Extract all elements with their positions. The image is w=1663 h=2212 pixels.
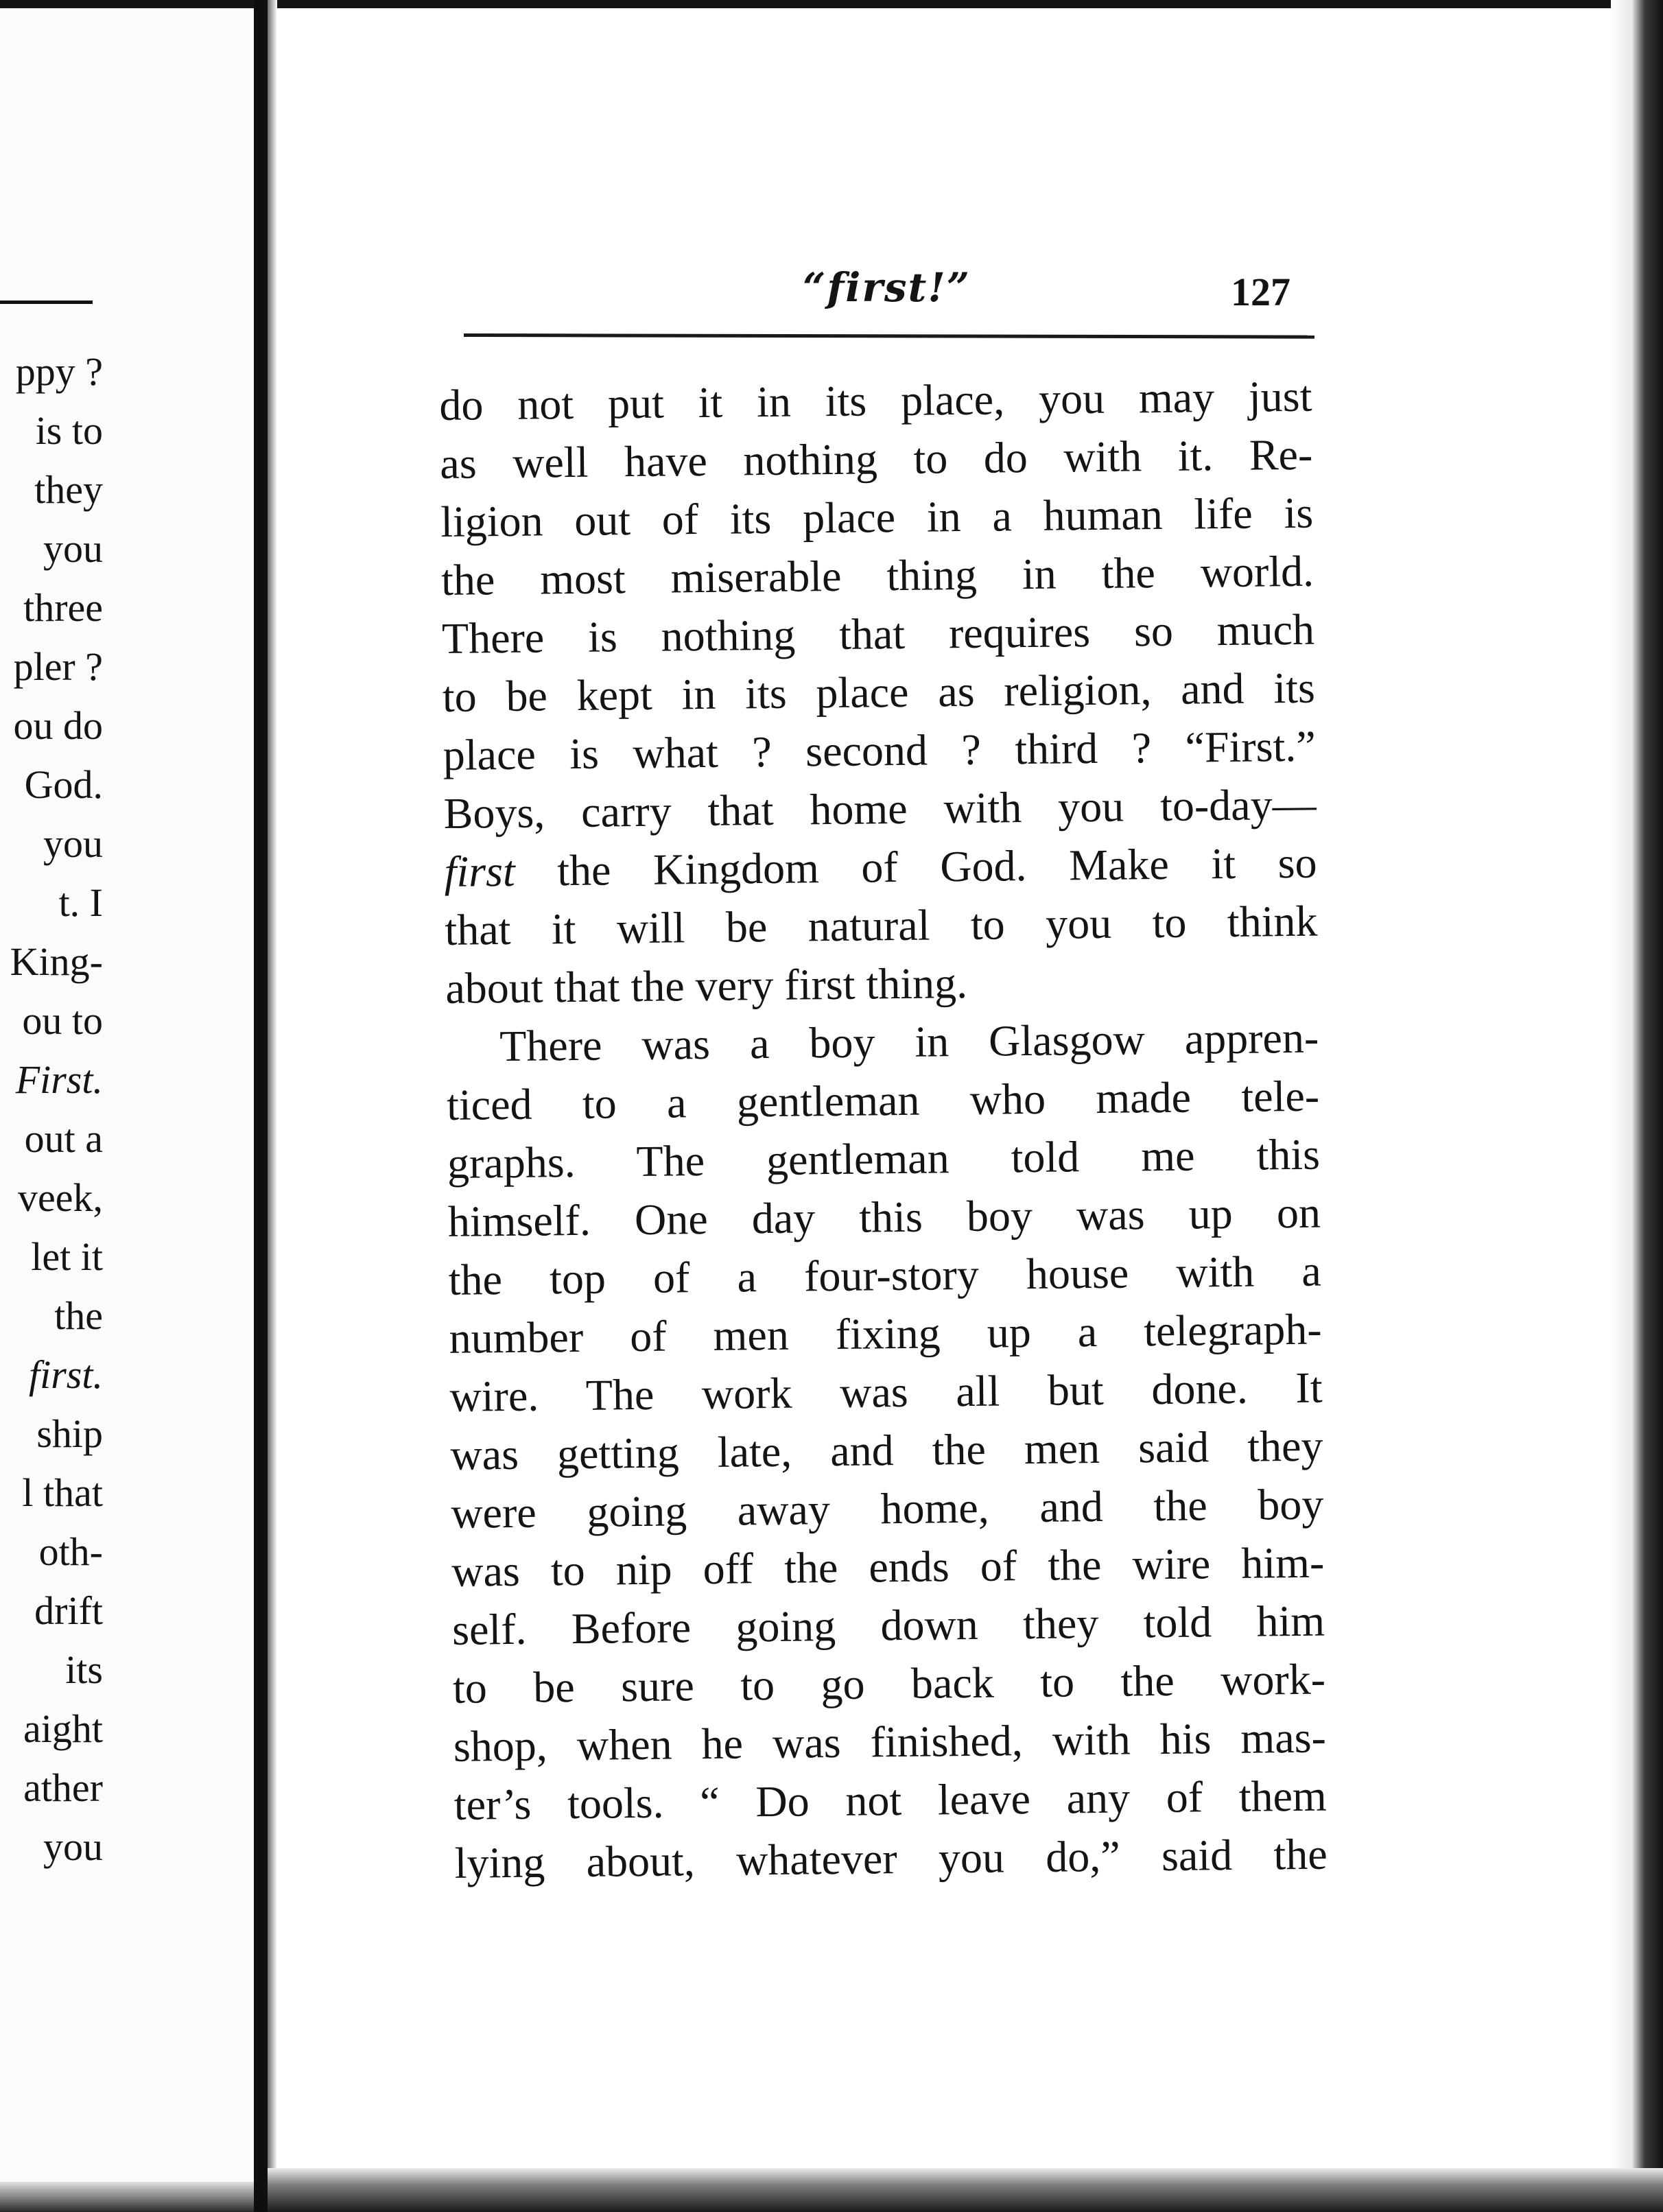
text-line: number of men fixing up a telegraph- (449, 1304, 1322, 1363)
left-line: you (43, 526, 103, 571)
text-line: that it will be natural to you to think (445, 896, 1318, 954)
text-line: ligion out of its place in a human life is (440, 488, 1314, 546)
left-line: let it (31, 1234, 103, 1279)
gutter-shadow (268, 0, 277, 2212)
left-line: First. (15, 1057, 103, 1102)
text-line: Boys, carry that home with you to-day— (443, 779, 1317, 838)
left-line: you (43, 821, 103, 866)
right-page-edge-highlight (1611, 0, 1633, 2212)
text-line: wire. The work was all but done. It (449, 1363, 1323, 1421)
text-line: as well have nothing to do with it. Re- (439, 430, 1313, 488)
text-line: the top of a four-story house with a (448, 1246, 1322, 1304)
left-line: the (54, 1293, 103, 1338)
right-page-edge (1633, 0, 1663, 2212)
left-line: King- (10, 939, 103, 984)
paragraph-start-line: There was a boy in Glasgow appren- (499, 1013, 1319, 1071)
page-body-text (439, 367, 1328, 1892)
text-line: lying about, whatever you do,” said the (454, 1829, 1328, 1887)
text-line-with-italic (444, 834, 1317, 901)
scanner-top-edge (0, 0, 1663, 8)
text-line: There is nothing that requires so much (441, 604, 1315, 663)
text-line: self. Before going down they told him (451, 1596, 1325, 1654)
left-line: you (43, 1824, 103, 1869)
left-line: ou do (13, 703, 103, 748)
left-line: its (65, 1647, 103, 1692)
running-head-rule (464, 333, 1314, 339)
left-line: l that (22, 1470, 103, 1515)
text-line: was to nip off the ends of the wire him- (451, 1538, 1325, 1596)
left-line: drift (34, 1588, 103, 1633)
text-line: was getting late, and the men said they (450, 1421, 1323, 1479)
italic-word-first: first (444, 846, 516, 896)
scanner-bottom-edge-left (0, 2182, 254, 2212)
text-line: do not put it in its place, you may just (439, 371, 1312, 430)
text-line: place is what ? second ? third ? “First.” (443, 721, 1317, 779)
left-line: veek, (18, 1175, 103, 1220)
left-line: pler ? (13, 644, 103, 689)
left-line: they (34, 467, 103, 512)
scanner-bottom-edge (268, 2168, 1663, 2212)
left-line: God. (24, 762, 103, 807)
page-number: 127 (1231, 270, 1290, 314)
text-line: graphs. The gentleman told me this (447, 1129, 1321, 1188)
left-line: three (23, 585, 103, 630)
text-line: himself. One day this boy was up on (447, 1188, 1321, 1246)
text-line: were going away home, and the boy (450, 1479, 1324, 1538)
left-line: ather (23, 1765, 103, 1810)
book-gutter (254, 0, 268, 2212)
running-head: “first!” (803, 264, 971, 311)
left-line: aight (23, 1706, 103, 1751)
left-page-fragment (0, 8, 254, 2212)
text-line: shop, when he was finished, with his mas- (453, 1713, 1327, 1771)
text-line: ter’s tools. “ Do not leave any of them (453, 1771, 1328, 1829)
text-line: the most miserable thing in the world. (440, 546, 1314, 604)
left-line: t. I (58, 880, 103, 925)
text-line: to be sure to go back to the work- (452, 1654, 1326, 1713)
text-line: to be kept in its place as religion, and its (442, 663, 1316, 721)
text-line-rest: the Kingdom of God. Make it so (515, 838, 1317, 895)
left-line: ou to (22, 998, 103, 1043)
left-line: ppy ? (15, 349, 103, 394)
left-line: oth- (38, 1529, 103, 1574)
paragraph-end-line: about that the very first thing. (445, 958, 968, 1013)
left-line: first. (29, 1352, 103, 1397)
left-line: out a (24, 1116, 103, 1161)
left-line: ship (36, 1411, 103, 1456)
left-page-head-rule (0, 301, 93, 304)
text-line: ticed to a gentleman who made tele- (446, 1071, 1320, 1129)
left-line: is to (35, 408, 103, 453)
